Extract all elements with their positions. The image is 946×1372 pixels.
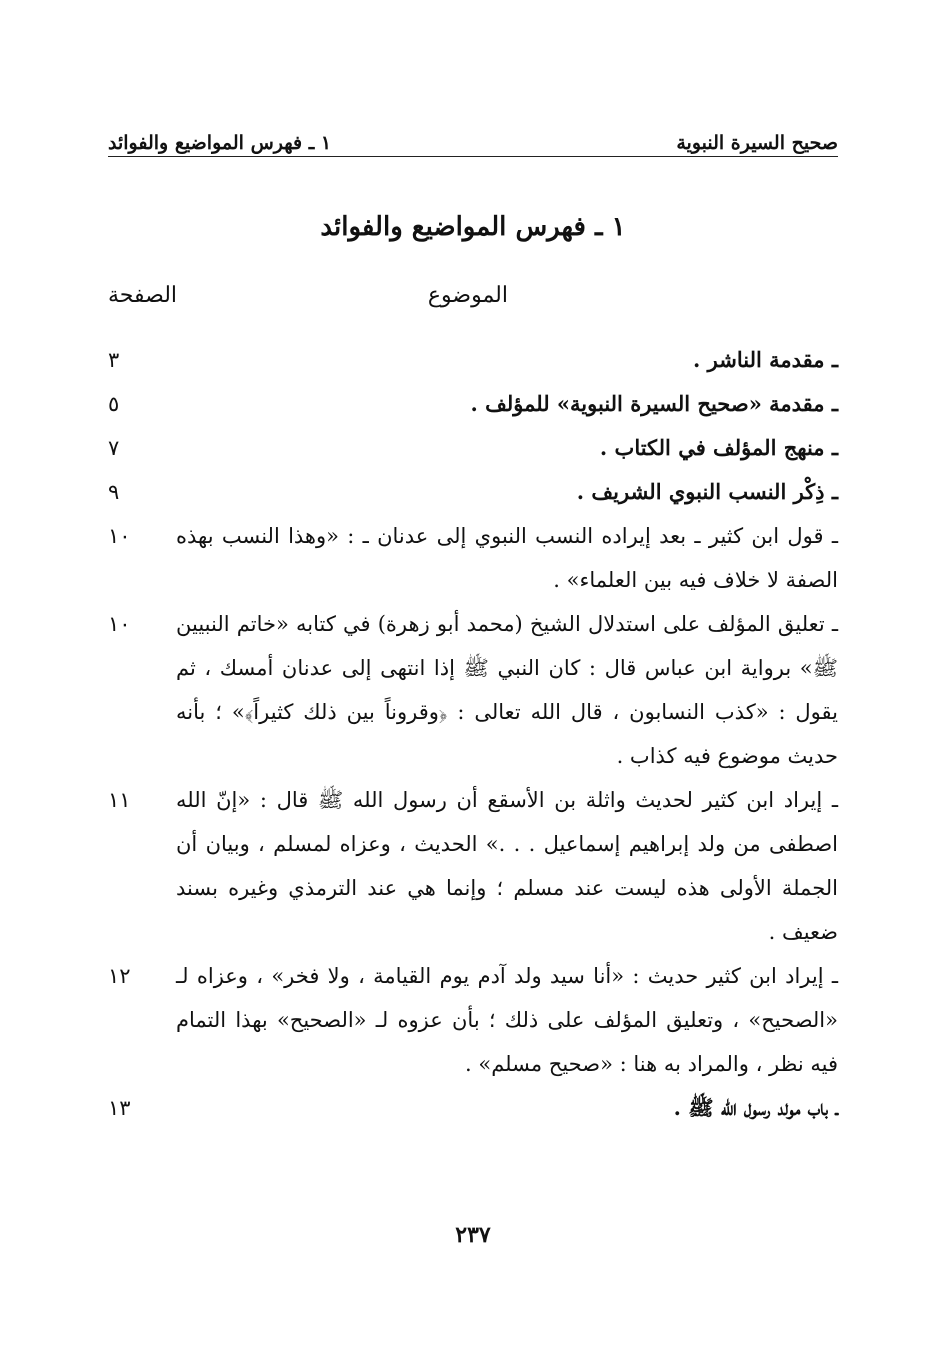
entry-page-number: ١٠ [108,612,131,636]
entry-page-number: ١١ [108,788,131,812]
entry-page-number: ١٣ [108,1096,131,1120]
index-entry [108,602,838,778]
index-entry [108,338,838,382]
index-entries [108,338,838,1130]
section-title: ١ ـ فهرس المواضيع والفوائد [108,132,332,154]
index-entry [108,1086,838,1130]
entry-page-number: ٥ [108,392,120,416]
entry-text: ـ مقدمة «صحيح السيرة النبوية» للمؤلف . [470,391,838,416]
entry-page-number: ١٠ [108,524,131,548]
entry-page-number: ١٢ [108,964,131,988]
entry-text: ـ باب مولد رسول الله ﷺ . [673,1095,838,1120]
entry-text: ـ منهج المؤلف في الكتاب . [599,435,838,460]
entry-text: ـ مقدمة الناشر . [693,347,838,372]
index-entry [108,382,838,426]
entry-page-number: ٩ [108,480,120,504]
entry-page-number: ٧ [108,436,120,460]
entry-text: ـ تعليق المؤلف على استدلال الشيخ (محمد أبو زهرة) في كتابه «خاتم النبيين ﷺ» برواية ابن عباس قال : كان النبي ﷺ إذا انتهى إلى عدنان أمسك ، ثم يقول : «كذب النسابون ، قال الله تعالى : ﴿وقروناً بين ذلك كثيراً﴾» ؛ بأنه حديث موضوع فيه كذاب . [176,612,838,768]
index-entry [108,778,838,954]
entry-text: ـ ذِكْر النسب النبوي الشريف . [576,479,838,504]
index-title: ١ ـ فهرس المواضيع والفوائد [320,212,626,242]
entry-page-number: ٣ [108,348,120,372]
index-entry [108,470,838,514]
index-entry [108,426,838,470]
header-rule [108,156,838,157]
page-column-header: الصفحة [108,283,178,308]
entry-text: ـ إيراد ابن كثير لحديث واثلة بن الأسقع أن رسول الله ﷺ قال : «إنّ الله اصطفى من ولد إبراهيم إسماعيل . . .» الحديث ، وعزاه لمسلم ، وبيان أن الجملة الأولى هذه ليست عند مسلم ؛ وإنما هي عند الترمذي وغيره بسند ضعيف . [176,788,838,944]
running-header [108,114,838,154]
subject-column-header: الموضوع [427,283,508,308]
entry-text: ـ قول ابن كثير ـ بعد إيراده النسب النبوي إلى عدنان ـ : «وهذا النسب بهذه الصفة لا خلاف فيه بين العلماء» . [176,524,838,592]
page-number: ٢٣٧ [455,1222,491,1248]
book-title: صحيح السيرة النبوية [676,132,838,154]
entry-text: ـ إيراد ابن كثير حديث : «أنا سيد ولد آدم يوم القيامة ، ولا فخر» ، وعزاه لـ «الصحيح» ، وتعليق المؤلف على ذلك ؛ بأن عزوه لـ «الصحيح» بهذا التمام فيه نظر ، والمراد به هنا : «صحيح مسلم» . [176,964,838,1076]
index-entry [108,514,838,602]
column-headers [108,283,838,323]
index-entry [108,954,838,1086]
